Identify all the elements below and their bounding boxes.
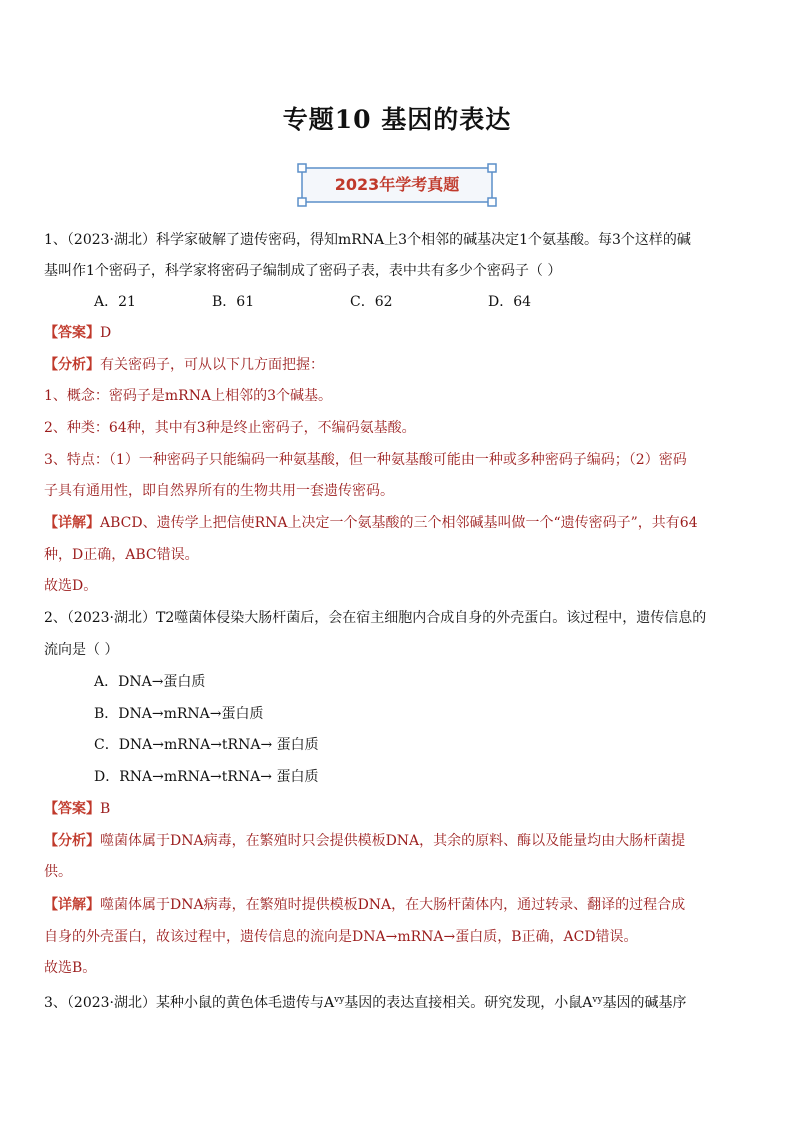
q2-option-b: B．DNA→mRNA→蛋白质 <box>94 706 264 722</box>
q2-conclusion: 故选B。 <box>44 960 97 976</box>
analysis-tag: 【分析】 <box>44 833 100 849</box>
answer-tag: 【答案】 <box>44 801 100 817</box>
q1-stem-line1: 1、（2023·湖北）科学家破解了遗传密码，得知mRNA上3个相邻的碱基决定1个氨基酸。每3个这样的碱 <box>44 232 691 248</box>
q2-detail <box>44 895 685 915</box>
q1-point-1: 1、概念：密码子是mRNA上相邻的3个碱基。 <box>44 388 332 404</box>
q1-option-d: D．64 <box>488 294 532 310</box>
q3-sup-a: vy <box>334 995 345 1005</box>
q2-analysis-cont: 供。 <box>44 864 72 880</box>
answer-tag: 【答案】 <box>44 325 100 341</box>
q3-stem-line1 <box>44 990 687 1013</box>
detail-text: ABCD、遗传学上把信使RNA上决定一个氨基酸的三个相邻碱基叫做一个“遗传密码子”，共有64 <box>100 515 698 531</box>
answer-value: D <box>100 325 112 341</box>
q2-stem-line2: 流向是（ ） <box>44 642 119 658</box>
detail-tag: 【详解】 <box>44 515 100 531</box>
q2-analysis <box>44 831 685 851</box>
analysis-text: 噬菌体属于DNA病毒，在繁殖时只会提供模板DNA，其余的原料、酶以及能量均由大肠杆菌提 <box>100 833 686 849</box>
q1-analysis <box>44 355 324 375</box>
q2-option-a: A．DNA→蛋白质 <box>94 674 206 690</box>
section-banner <box>297 163 497 207</box>
answer-value: B <box>100 801 111 817</box>
q1-conclusion: 故选D。 <box>44 578 98 594</box>
q2-option-c: C．DNA→mRNA→tRNA→ 蛋白质 <box>94 737 319 753</box>
detail-tag: 【详解】 <box>44 897 100 913</box>
q3-text-c: 基因的碱基序 <box>602 995 687 1011</box>
q1-option-a: A．21 <box>94 294 136 310</box>
analysis-text: 有关密码子，可从以下几方面把握： <box>100 357 324 373</box>
q2-stem-line1: 2、（2023·湖北）T2噬菌体侵染大肠杆菌后，会在宿主细胞内合成自身的外壳蛋白。该过程中，遗传信息的 <box>44 610 707 626</box>
q1-option-c: C．62 <box>350 294 393 310</box>
q1-point-2: 2、种类：64种，其中有3种是终止密码子，不编码氨基酸。 <box>44 420 416 436</box>
q1-detail <box>44 513 698 533</box>
q1-option-b: B．61 <box>212 294 255 310</box>
q2-detail-cont: 自身的外壳蛋白，故该过程中，遗传信息的流向是DNA→mRNA→蛋白质，B正确，ACD错误。 <box>44 929 638 945</box>
q3-text-a: 3、（2023·湖北）某种小鼠的黄色体毛遗传与A <box>44 995 335 1011</box>
analysis-tag: 【分析】 <box>44 357 100 373</box>
q1-answer <box>44 323 111 343</box>
q1-point-3: 3、特点：（1）一种密码子只能编码一种氨基酸，但一种氨基酸可能由一种或多种密码子编码；（2）密码 <box>44 452 687 468</box>
q1-point-3-cont: 子具有通用性，即自然界所有的生物共用一套遗传密码。 <box>44 483 394 499</box>
q2-answer <box>44 799 110 819</box>
q1-stem-line2: 基叫作1个密码子，科学家将密码子编制成了密码子表，表中共有多少个密码子（ ） <box>44 263 562 279</box>
q2-option-d: D．RNA→mRNA→tRNA→ 蛋白质 <box>94 769 319 785</box>
detail-text: 噬菌体属于DNA病毒，在繁殖时提供模板DNA，在大肠杆菌体内，通过转录、翻译的过程合成 <box>100 897 686 913</box>
q1-detail-cont: 种，D正确，ABC错误。 <box>44 547 199 563</box>
q3-text-b: 基因的表达直接相关。研究发现，小鼠A <box>344 995 593 1011</box>
banner-text: 2023年学考真题 <box>334 175 460 194</box>
q3-sup-b: vy <box>592 995 603 1005</box>
page-title: 专题10 基因的表达 <box>282 105 512 134</box>
